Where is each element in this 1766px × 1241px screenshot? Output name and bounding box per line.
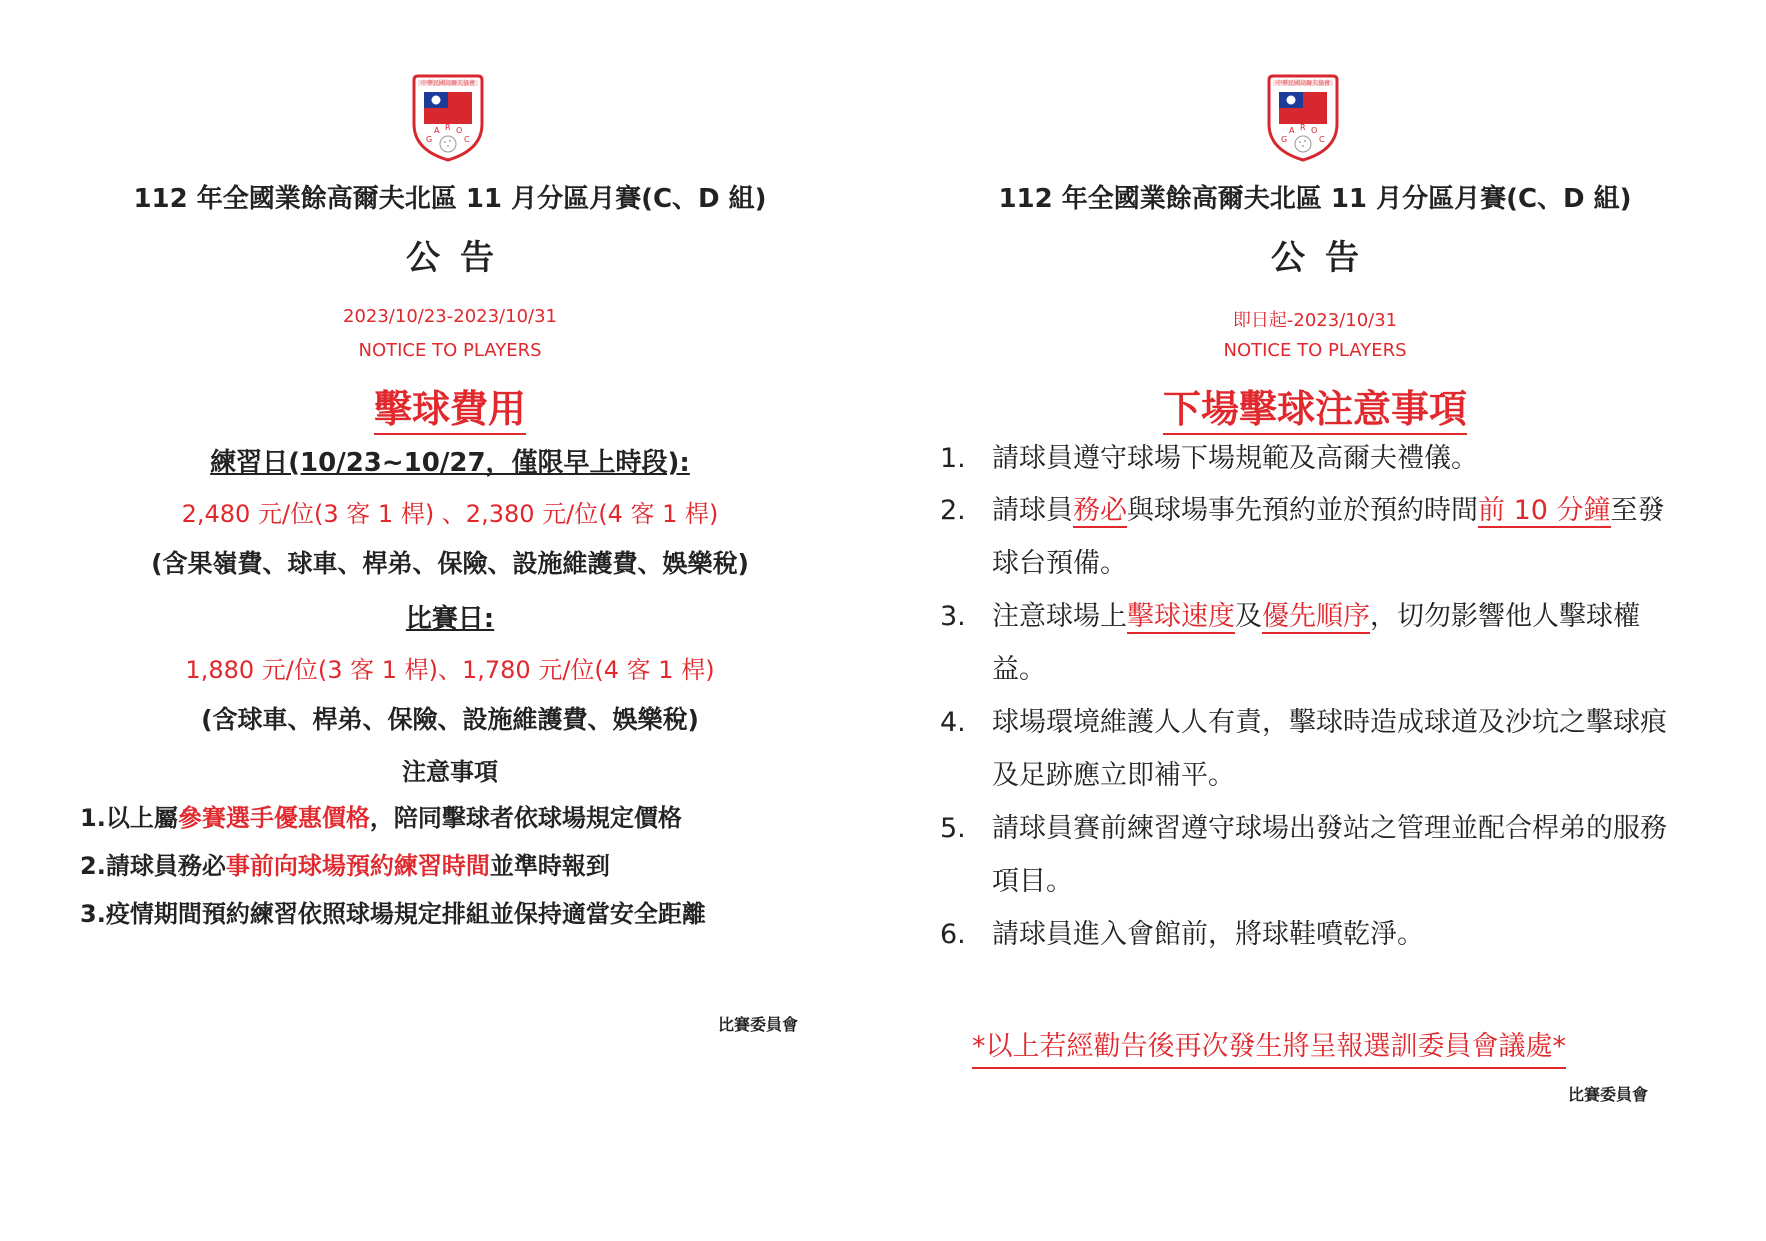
rule-text bbox=[992, 590, 1680, 696]
svg-text:G: G bbox=[426, 135, 433, 144]
announcement-heading: 公告 bbox=[1271, 238, 1379, 278]
rule-item bbox=[940, 590, 1680, 696]
practice-day-label: 練習日(10/23~10/27，僅限早上時段): bbox=[210, 448, 690, 478]
svg-text:O: O bbox=[1311, 126, 1318, 135]
rule-highlight: 優先順序 bbox=[1262, 601, 1370, 632]
rule-number: 1. bbox=[940, 443, 966, 474]
announcement-heading: 公告 bbox=[406, 238, 514, 278]
svg-text:R: R bbox=[445, 123, 451, 132]
rule-highlight: 擊球速度 bbox=[1127, 601, 1235, 632]
rule-segment: 注意球場上 bbox=[992, 601, 1127, 632]
signature: 比賽委員會 bbox=[1568, 1085, 1649, 1104]
svg-text:O: O bbox=[456, 126, 463, 135]
rule-segment: 請球員賽前練習遵守球場出發站之管理並配合桿弟的服務項目。 bbox=[992, 813, 1667, 897]
rule-segment: 請球員 bbox=[992, 495, 1073, 526]
rule-text bbox=[992, 432, 1680, 485]
date-range: 即日起-2023/10/31 bbox=[1232, 310, 1398, 331]
left-notice bbox=[60, 0, 840, 1241]
section-title: 擊球費用 bbox=[60, 378, 840, 433]
rule-text bbox=[992, 484, 1680, 590]
rule-number: 6. bbox=[940, 919, 966, 950]
section-title: 下場擊球注意事項 bbox=[920, 378, 1710, 433]
warning-notice: *以上若經勸告後再次發生將呈報選訓委員會議處* bbox=[972, 1024, 1566, 1069]
rule-text bbox=[992, 802, 1680, 908]
page-title: 112 年全國業餘高爾夫北區 11 月分區月賽(C、D 組) bbox=[133, 184, 767, 214]
notes-title: 注意事項 bbox=[402, 758, 498, 786]
svg-text:A: A bbox=[1289, 126, 1295, 135]
notice-to-players: NOTICE TO PLAYERS bbox=[1223, 340, 1407, 361]
practice-day-inclusions: (含果嶺費、球車、桿弟、保險、設施維護費、娛樂稅) bbox=[151, 549, 749, 578]
svg-text:R: R bbox=[1300, 123, 1306, 132]
rule-text bbox=[992, 696, 1680, 802]
rule-item bbox=[940, 484, 1680, 590]
rule-item bbox=[940, 696, 1680, 802]
match-day-price: 1,880 元/位(3 客 1 桿)、1,780 元/位(4 客 1 桿) bbox=[185, 656, 715, 684]
rule-number: 5. bbox=[940, 813, 966, 844]
rule-segment: 請球員進入會館前，將球鞋噴乾淨。 bbox=[992, 919, 1424, 950]
rule-number: 4. bbox=[940, 707, 966, 738]
garoc-logo bbox=[1263, 72, 1343, 162]
svg-text:A: A bbox=[434, 126, 440, 135]
svg-text:中華民國高爾夫協會: 中華民國高爾夫協會 bbox=[420, 80, 476, 87]
svg-text:C: C bbox=[1319, 135, 1325, 144]
rule-item bbox=[940, 432, 1680, 485]
rule-highlight: 務必 bbox=[1073, 495, 1127, 526]
page-title: 112 年全國業餘高爾夫北區 11 月分區月賽(C、D 組) bbox=[998, 184, 1632, 214]
rule-number: 2. bbox=[940, 495, 966, 526]
notice-to-players: NOTICE TO PLAYERS bbox=[358, 340, 542, 361]
rule-segment: 與球場事先預約並於預約時間 bbox=[1127, 495, 1478, 526]
right-notice bbox=[920, 0, 1710, 1241]
rule-segment: 請球員遵守球場下場規範及高爾夫禮儀。 bbox=[992, 443, 1478, 474]
note-item: 2.請球員務必事前向球場預約練習時間並準時報到 bbox=[80, 852, 610, 880]
practice-day-price: 2,480 元/位(3 客 1 桿) 、2,380 元/位(4 客 1 桿) bbox=[181, 500, 719, 528]
svg-text:中華民國高爾夫協會: 中華民國高爾夫協會 bbox=[1275, 80, 1331, 87]
note-item: 3.疫情期間預約練習依照球場規定排組並保持適當安全距離 bbox=[80, 900, 706, 928]
garoc-logo bbox=[408, 72, 488, 162]
rule-item bbox=[940, 802, 1680, 908]
rule-segment: ，切勿影響他人擊球權益。 bbox=[992, 601, 1640, 685]
rule-segment: 球場環境維護人人有責，擊球時造成球道及沙坑之擊球痕及足跡應立即補平。 bbox=[992, 707, 1667, 791]
svg-text:C: C bbox=[464, 135, 470, 144]
match-day-inclusions: (含球車、桿弟、保險、設施維護費、娛樂稅) bbox=[201, 705, 699, 734]
rule-item bbox=[940, 908, 1680, 961]
date-range: 2023/10/23-2023/10/31 bbox=[343, 306, 557, 327]
rule-text bbox=[992, 908, 1680, 961]
rule-segment: 及 bbox=[1235, 601, 1262, 632]
signature: 比賽委員會 bbox=[718, 1015, 799, 1034]
rule-segment: 至發球台預備。 bbox=[992, 495, 1665, 579]
note-item: 1.以上屬參賽選手優惠價格，陪同擊球者依球場規定價格 bbox=[80, 804, 682, 832]
rule-highlight: 前 10 分鐘 bbox=[1478, 495, 1611, 526]
svg-text:G: G bbox=[1281, 135, 1288, 144]
rule-number: 3. bbox=[940, 601, 966, 632]
match-day-label: 比賽日: bbox=[405, 604, 495, 634]
